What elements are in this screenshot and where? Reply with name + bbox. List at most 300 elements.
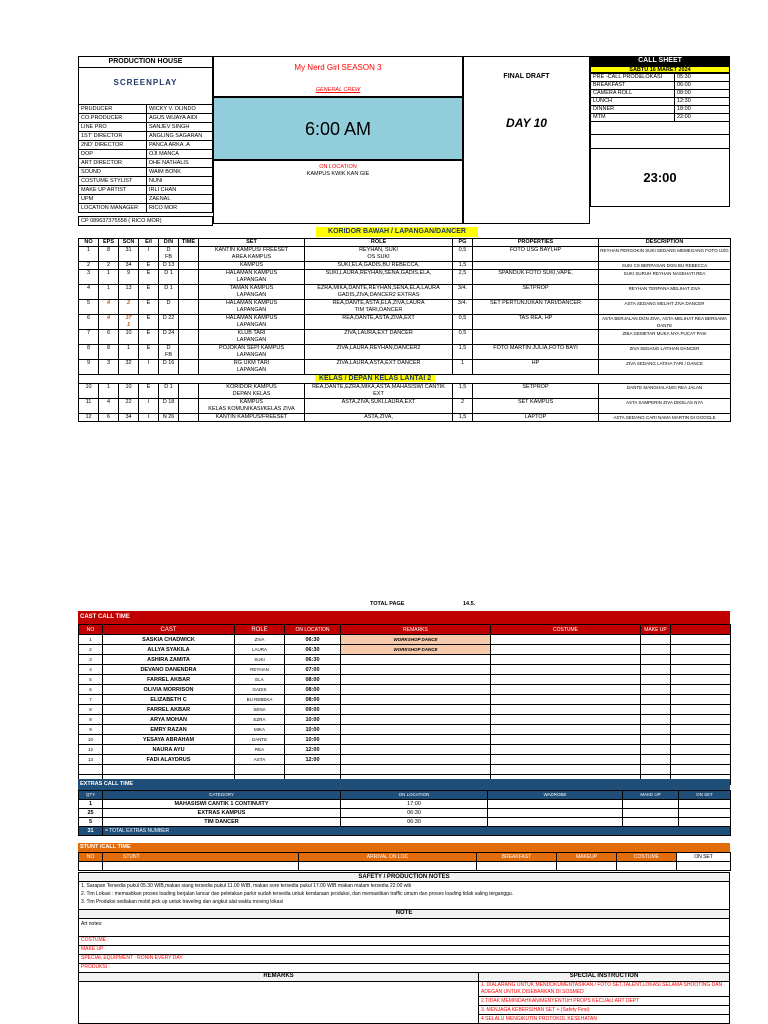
extras-qty: 25 <box>79 809 103 818</box>
scene-cell-scn: 9 <box>119 270 139 285</box>
crew-name: WAIM BONK <box>147 168 213 177</box>
safety-note-3: 3. Tim Produksi sediakan mobil pick up untuk traveling dan angkut alat waktu moving lokasi <box>81 899 284 905</box>
scene-cell-set: KANTIN KAMPUS/ FREESET AREA KAMPUS <box>199 247 305 262</box>
cast-role: EZRA <box>235 715 285 725</box>
scene-cell-scn: 13 <box>119 285 139 300</box>
scene-cell-time <box>179 300 199 315</box>
scene-header-cell: D/N <box>159 239 179 247</box>
crew-table <box>78 104 213 213</box>
extras-wadrobe <box>488 800 623 809</box>
cast-role: GADIS <box>235 685 285 695</box>
scene-header-cell: SET <box>199 239 305 247</box>
scene-cell-dn: N 26 <box>159 414 179 422</box>
scene-cell-time <box>179 270 199 285</box>
stunt-empty-cell <box>617 862 677 871</box>
cast-no: 9 <box>79 725 103 735</box>
scene-cell-time <box>179 345 199 360</box>
stunt-header-makeup: MAKEUP <box>557 853 617 862</box>
day-label: DAY 10 <box>506 116 547 130</box>
stunt-empty-cell <box>477 862 557 871</box>
crew-row <box>79 177 213 186</box>
crew-row <box>79 168 213 177</box>
scene-cell-time <box>179 315 199 330</box>
produksi-note: PRODUKSI : <box>78 964 730 973</box>
cast-time: 06:30 <box>285 635 341 645</box>
call-time-label: LUNCH <box>591 98 675 106</box>
cast-remarks: WORKSHOP DANCE <box>341 645 491 655</box>
scene-cell-eps: 1 <box>99 384 119 399</box>
crew-role: COSTUME STYLIST <box>79 177 147 186</box>
cast-no: 13 <box>79 755 103 765</box>
cast-costume <box>491 665 641 675</box>
scene-cell-no: 1 <box>79 247 99 262</box>
cast-extra <box>671 745 731 755</box>
scene-cell-desc: DANTE MANGHALANGI REA JALAN <box>599 384 731 399</box>
extras-time: 17:00 <box>341 800 488 809</box>
scene-header-cell: ROLE <box>305 239 453 247</box>
cast-no: 4 <box>79 665 103 675</box>
scene-cell-dn: D 1 <box>159 384 179 399</box>
call-time-row <box>591 90 730 98</box>
cast-no: 7 <box>79 695 103 705</box>
cast-header-no: NO <box>79 625 103 635</box>
scene-cell-ei: E <box>139 384 159 399</box>
cast-name: DEVANO DANENDRA <box>103 665 235 675</box>
scene-cell-scn: 34 <box>119 262 139 270</box>
cast-header-role: ROLE <box>235 625 285 635</box>
cast-extra <box>671 635 731 645</box>
scene-cell-pg: 1,5 <box>453 262 473 270</box>
scene-cell-dn: D 22 <box>159 315 179 330</box>
scene-cell-scn: 22 <box>119 399 139 414</box>
call-time-value: 12:30 <box>675 98 730 106</box>
cast-empty-cell <box>79 765 103 775</box>
scene-cell-prop: SPANDUK FOTO SUKI,VAPE, <box>473 270 599 285</box>
location-box <box>213 160 463 224</box>
scene-cell-no: 4 <box>79 285 99 300</box>
scene-cell-set: HALAMAN KAMPUS LAPANGAN <box>199 270 305 285</box>
cast-empty-cell <box>491 765 641 775</box>
cast-costume <box>491 685 641 695</box>
cast-remarks <box>341 695 491 705</box>
scene-header-cell: E/I <box>139 239 159 247</box>
scene-cell-pg: 1,5 <box>453 345 473 360</box>
special-equipment-note: SPECIAL EQUIPMENT : RONIN EVERY DAY <box>78 955 730 964</box>
cast-costume <box>491 675 641 685</box>
scene-cell-dn: D 1 <box>159 285 179 300</box>
extras-wadrobe <box>488 809 623 818</box>
call-time-value: 22:00 <box>675 114 730 122</box>
scene-cell-no: 7 <box>79 330 99 345</box>
cast-makeup <box>641 725 671 735</box>
scene-cell-scn: 2 <box>119 300 139 315</box>
makeup-note: MAKE UP : <box>78 946 730 955</box>
crew-name: ZAENAL <box>147 195 213 204</box>
scene-cell-scn: 10 <box>119 330 139 345</box>
scene-cell-no: 12 <box>79 414 99 422</box>
special-instruction-box <box>479 982 730 1024</box>
cast-name: OLIVIA MORRISON <box>103 685 235 695</box>
cast-makeup <box>641 745 671 755</box>
title-box <box>213 56 463 97</box>
scene-cell-ei: E <box>139 300 159 315</box>
cast-makeup <box>641 675 671 685</box>
cast-row <box>79 685 731 695</box>
scene-cell-role: ASTA,ZIVA, <box>305 414 453 422</box>
crew-name: PANCA ARKA .A <box>147 141 213 150</box>
call-sheet-blank-1 <box>590 122 730 135</box>
call-time-label: PRE -CALL PROD&LOKASI <box>591 74 675 82</box>
cast-extra <box>671 645 731 655</box>
costume-note: COSTUME : <box>78 937 730 946</box>
scene-cell-scn: 34 <box>119 414 139 422</box>
scene-cell-set: TAMAN KAMPUS LAPANGAN <box>199 285 305 300</box>
scene-cell-no: 8 <box>79 345 99 360</box>
scene-cell-prop: SETPROP <box>473 285 599 300</box>
stunt-empty-cell <box>103 862 299 871</box>
scene-header-cell: EPS <box>99 239 119 247</box>
scene-cell-scn: 1 <box>119 345 139 360</box>
cast-empty-cell <box>341 765 491 775</box>
stunt-header-no: NO <box>79 853 103 862</box>
scene-cell-scn: 32 <box>119 360 139 375</box>
scene-cell-pg: 3/4. <box>453 300 473 315</box>
scene-cell-pg: 0,5 <box>453 247 473 262</box>
stunt-empty-cell <box>299 862 477 871</box>
cast-header-makeup: MAKE UP <box>641 625 671 635</box>
cast-no: 5 <box>79 675 103 685</box>
cast-remarks <box>341 685 491 695</box>
stunt-empty-cell <box>557 862 617 871</box>
scene-cell-dn: D 24 <box>159 330 179 345</box>
extras-onset <box>679 818 731 827</box>
cast-no: 8 <box>79 715 103 725</box>
scene-cell-set: HALAMAN KAMPUS LAPANGAN <box>199 300 305 315</box>
scene-cell-pg: 2,5 <box>453 270 473 285</box>
cast-row <box>79 745 731 755</box>
scene-cell-role: EZRA,MIKA,DANTE,REYHAN,SENA,ELA,LAURA GADIS,ZIVA,DANCER2 EXTRAS <box>305 285 453 300</box>
scene-cell-desc: ZIVA SEDANG LATIHAN DANCER <box>599 345 731 360</box>
scene-cell-desc: REYHAN TERPANA MELIHAT ZIVA <box>599 285 731 300</box>
extras-makeup <box>623 818 679 827</box>
show-title: My Nerd Girl SEASON 3 <box>294 63 382 72</box>
scene-cell-set: KORIDOR KAMPUS DEPAN KELAS <box>199 384 305 399</box>
extras-table <box>78 790 731 836</box>
scene-cell-eps: 6 <box>99 330 119 345</box>
cast-name: ASHIRA ZAMITA <box>103 655 235 665</box>
extras-header-cell: ON LOCATION <box>341 791 488 800</box>
cast-row <box>79 755 731 765</box>
cast-makeup <box>641 735 671 745</box>
crew-role: LOCATION MANAGER <box>79 204 147 213</box>
extras-row <box>79 809 731 818</box>
cast-time: 08:00 <box>285 675 341 685</box>
scene-row <box>79 399 731 414</box>
scene-cell-eps: 6 <box>99 414 119 422</box>
extras-wadrobe <box>488 818 623 827</box>
scene-cell-set: KLUB TARI LAPANGAN <box>199 330 305 345</box>
scene-table <box>78 238 731 422</box>
scene-cell-no: 9 <box>79 360 99 375</box>
crew-name: ANGLING SAGARAN <box>147 132 213 141</box>
scene-cell-dn: D FB <box>159 345 179 360</box>
cast-extra <box>671 755 731 765</box>
scene-cell-eps: 1 <box>99 270 119 285</box>
crew-row <box>79 204 213 213</box>
note-title: NOTE <box>78 910 730 919</box>
cast-costume <box>491 715 641 725</box>
total-page-label: TOTAL PAGE <box>370 601 405 607</box>
scene-cell-dn: D <box>159 300 179 315</box>
scene-cell-desc: REYHAN PERGOKIN SUKI SEDANG MEMEGANG FOTO USG <box>599 247 731 262</box>
extras-qty: 1 <box>79 800 103 809</box>
extras-makeup <box>623 809 679 818</box>
scene-cell-dn: D FB <box>159 247 179 262</box>
cast-remarks <box>341 655 491 665</box>
scene-cell-eps: 3 <box>99 360 119 375</box>
section-2-title: KELAS / DEPAN KELAS LANTAI 2 <box>315 375 435 382</box>
special-instruction-3: 3. MENJAGA KEBERSIHAN SET + (Safety First) <box>479 1006 729 1015</box>
scene-cell-role: ZIVA,LAURA,EXT DANCER <box>305 330 453 345</box>
extras-header-cell: CATEGORY <box>103 791 341 800</box>
scene-cell-time <box>179 414 199 422</box>
final-draft-label: FINAL DRAFT <box>503 73 550 80</box>
production-house-label: PRODUCTION HOUSE <box>79 57 212 68</box>
crew-name: DHE NATHALIS <box>147 159 213 168</box>
cast-no: 8 <box>79 705 103 715</box>
cast-time: 10:00 <box>285 735 341 745</box>
scene-cell-dn: D 13 <box>159 262 179 270</box>
cast-makeup <box>641 655 671 665</box>
cast-header-cast: CAST <box>103 625 235 635</box>
scene-cell-set: KAMPUS <box>199 262 305 270</box>
scene-cell-role: SUKI,LAURA,REYHAN,SENA,GADIS,ELA, <box>305 270 453 285</box>
crew-name: OJI MANCA <box>147 150 213 159</box>
extras-total-row <box>79 827 731 836</box>
scene-cell-pg: 1,5 <box>453 384 473 399</box>
extras-category: EXTRAS KAMPUS <box>103 809 341 818</box>
scene-cell-no: 11 <box>79 399 99 414</box>
crew-row <box>79 150 213 159</box>
crew-name: IRLI CHAN <box>147 186 213 195</box>
cast-remarks: WORKSHOP DANCE <box>341 635 491 645</box>
cast-name: ELIZABETH C <box>103 695 235 705</box>
scene-header-cell: NO <box>79 239 99 247</box>
scene-row <box>79 285 731 300</box>
scene-cell-dn: D 1 <box>159 270 179 285</box>
scene-cell-desc: ASTA SEDANG CARI NAMA MARTIN DI GOOGLE <box>599 414 731 422</box>
crew-role: LINE PRO <box>79 123 147 132</box>
crew-row <box>79 132 213 141</box>
scene-cell-role: ASTA,ZIVA,SUKI,LAURA,EXT <box>305 399 453 414</box>
call-time: 6:00 AM <box>304 119 372 139</box>
cast-makeup <box>641 645 671 655</box>
extras-time: 06:30 <box>341 818 488 827</box>
cast-extra <box>671 695 731 705</box>
scene-row <box>79 414 731 422</box>
cast-header-blank <box>671 625 731 635</box>
cast-costume <box>491 655 641 665</box>
cast-costume <box>491 705 641 715</box>
scene-row <box>79 345 731 360</box>
scene-cell-pg: 3/4. <box>453 285 473 300</box>
scene-cell-eps: 8 <box>99 345 119 360</box>
cast-row <box>79 645 731 655</box>
cast-header-costume: COSTUME <box>491 625 641 635</box>
scene-cell-time <box>179 399 199 414</box>
scene-cell-prop: TAS REA, HP <box>473 315 599 330</box>
call-sheet-blank-2 <box>590 135 730 149</box>
scene-cell-role: REA,DANTE,ASTA,ZIVA,EXT <box>305 315 453 330</box>
call-time-label: MTM <box>591 114 675 122</box>
crew-row <box>79 105 213 114</box>
section-2-row <box>79 375 731 384</box>
cast-remarks <box>341 715 491 725</box>
extras-title: EXTRAS CALL TIME <box>78 779 730 790</box>
crew-row <box>79 186 213 195</box>
cast-role: ZIVA <box>235 635 285 645</box>
scene-cell-eps: 8 <box>99 247 119 262</box>
cast-row <box>79 715 731 725</box>
cast-time: 08:00 <box>285 685 341 695</box>
cast-makeup <box>641 685 671 695</box>
scene-cell-role: ZIVA,LAURA,ASTA,EXT DANCER <box>305 360 453 375</box>
safety-note-1: 1. Sarapan Tersedia pukul 05.30 WIB,makan siang tersedia pukul 11.00 WIB, makan sore tersedia pukul 17.00 WIB makan malam tersedia 22:00 wib <box>81 883 412 889</box>
scene-cell-ei: I <box>139 247 159 262</box>
scene-cell-eps: 4 <box>99 399 119 414</box>
scene-cell-no: 5 <box>79 300 99 315</box>
scene-cell-ei: I <box>139 414 159 422</box>
cast-row <box>79 735 731 745</box>
scene-cell-pg: 2 <box>453 399 473 414</box>
scene-row <box>79 330 731 345</box>
scene-cell-eps: 4 <box>99 300 119 315</box>
cast-time: 12:00 <box>285 745 341 755</box>
call-sheet-times <box>590 73 730 122</box>
on-location-label: ON LOCATION <box>319 164 357 170</box>
scene-cell-eps: 1 <box>99 285 119 300</box>
scene-cell-no: 2 <box>79 262 99 270</box>
art-notes: Art notes: <box>78 919 730 937</box>
cast-extra <box>671 685 731 695</box>
production-house-box <box>78 56 213 104</box>
cast-makeup <box>641 695 671 705</box>
safety-notes-title: SAFETY / PRODUCTION NOTES <box>78 872 730 882</box>
cast-role: ASTA <box>235 755 285 765</box>
scene-cell-time <box>179 285 199 300</box>
cast-role: SENA <box>235 705 285 715</box>
cast-costume <box>491 755 641 765</box>
cast-costume <box>491 735 641 745</box>
scene-cell-no: 6 <box>79 315 99 330</box>
cast-role: REYHAN <box>235 665 285 675</box>
cast-row <box>79 725 731 735</box>
cast-no: 6 <box>79 685 103 695</box>
scene-cell-time <box>179 330 199 345</box>
cast-makeup <box>641 705 671 715</box>
scene-row <box>79 360 731 375</box>
scene-cell-pg: 0,5 <box>453 330 473 345</box>
cast-extra <box>671 725 731 735</box>
cast-name: ALLYA SYAKILA <box>103 645 235 655</box>
scene-cell-pg: 1 <box>453 360 473 375</box>
crew-row <box>79 195 213 204</box>
total-page-value: 14.5. <box>463 601 476 607</box>
section-2-cell <box>79 375 731 384</box>
scene-cell-prop: FOTO USG BAYI,HP <box>473 247 599 262</box>
stunt-table <box>78 852 731 871</box>
cp-contact: CP 089637375558 ( RICO MOR) <box>78 216 213 226</box>
cast-no: 10 <box>79 735 103 745</box>
extras-onset <box>679 809 731 818</box>
cast-costume <box>491 725 641 735</box>
cast-costume <box>491 645 641 655</box>
scene-cell-prop <box>473 330 599 345</box>
scene-cell-scn: 10 <box>119 384 139 399</box>
call-time-row <box>591 82 730 90</box>
scene-cell-desc: SUKI CS BERPASAN DGN BU REBECCA <box>599 262 731 270</box>
cast-row <box>79 675 731 685</box>
extras-time: 06:30 <box>341 809 488 818</box>
cast-empty-cell <box>671 765 731 775</box>
crew-role: CO.PRODUCER <box>79 114 147 123</box>
remarks-title: REMARKS <box>78 973 479 982</box>
cast-empty-cell <box>641 765 671 775</box>
scene-header-cell: PG <box>453 239 473 247</box>
scene-cell-pg: 0,5 <box>453 315 473 330</box>
crew-name: NUNI <box>147 177 213 186</box>
cast-name: FARREL AKBAR <box>103 675 235 685</box>
screenplay-logo: SCREENPLAY <box>113 78 178 87</box>
crew-row <box>79 114 213 123</box>
cast-remarks <box>341 755 491 765</box>
cast-time: 12:00 <box>285 755 341 765</box>
call-time-row <box>591 74 730 82</box>
cast-extra <box>671 715 731 725</box>
scene-cell-pg: 1,5 <box>453 414 473 422</box>
draft-box <box>463 56 590 224</box>
cast-remarks <box>341 665 491 675</box>
stunt-empty-cell <box>677 862 731 871</box>
scene-cell-ei: E <box>139 345 159 360</box>
call-time-box <box>213 97 463 160</box>
cast-extra <box>671 655 731 665</box>
scene-cell-prop: HP <box>473 360 599 375</box>
crew-role: 2ND' DIRECTOR <box>79 141 147 150</box>
stunt-header-costume: COSTUME <box>617 853 677 862</box>
scene-cell-ei: E <box>139 330 159 345</box>
scene-cell-set: RG UKM TARI LAPANGAN <box>199 360 305 375</box>
general-crew-label: GENERAL CREW <box>315 87 361 93</box>
special-instruction-1: 1. DIALARANG UNTUK MENDOKUMENTASIKAN / FOTO SET,TALENT,LOKASI SELAMA SHOOTING DAN ADEGAN UNTUK DISEBARKAN DI SOSMED <box>479 982 729 997</box>
extras-header-cell: MAKE UP <box>623 791 679 800</box>
call-time-label: DINNER <box>591 106 675 114</box>
call-time-row <box>591 106 730 114</box>
cast-costume <box>491 745 641 755</box>
special-instruction-2: 2.TIDAK MEMINDAHKAN/MENYENTUH PROPS KECUALI ART DEPT <box>479 997 729 1006</box>
cast-role: LAURA <box>235 645 285 655</box>
cast-role: DANTE <box>235 735 285 745</box>
scene-cell-eps: 2 <box>99 262 119 270</box>
cast-no: 2 <box>79 645 103 655</box>
extras-makeup <box>623 800 679 809</box>
cast-no: 12 <box>79 745 103 755</box>
scene-cell-prop <box>473 262 599 270</box>
extras-qty: 5 <box>79 818 103 827</box>
crew-role: 1ST' DIRECTOR <box>79 132 147 141</box>
cast-makeup <box>641 665 671 675</box>
cast-header-remarks: REMARKS <box>341 625 491 635</box>
